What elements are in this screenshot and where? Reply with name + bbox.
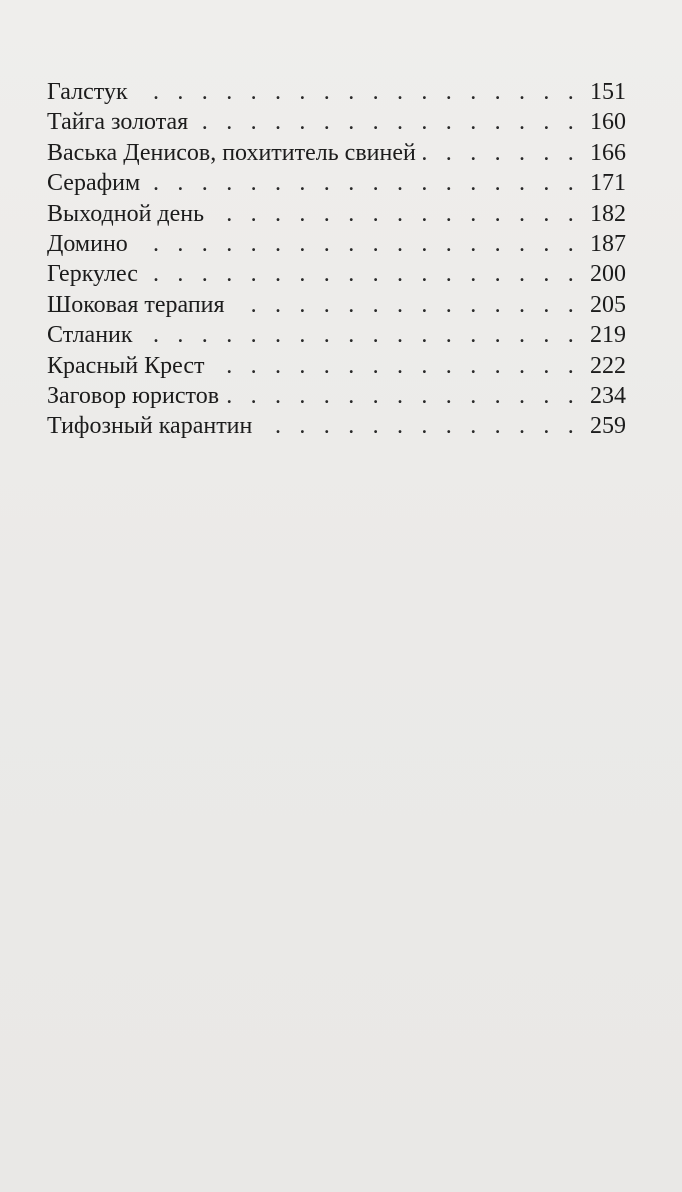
toc-entry xyxy=(47,353,626,383)
toc-entry-page: 187 xyxy=(590,230,626,257)
toc-entry-page: 151 xyxy=(590,79,626,105)
toc-entry-title: Геркулес xyxy=(47,261,138,288)
toc-entry xyxy=(47,383,626,413)
toc-entry-title: Галстук xyxy=(47,79,128,105)
toc-entry-page: 234 xyxy=(590,382,626,409)
dot-leader xyxy=(210,201,580,228)
toc-entry-page: 222 xyxy=(590,352,626,379)
toc-entry-title: Выходной день xyxy=(47,200,205,227)
toc-entry-title: Заговор юристов xyxy=(47,382,220,409)
toc-entry-title: Тифозный карантин xyxy=(47,413,253,440)
toc-entry-page: 200 xyxy=(590,261,626,288)
toc-entry xyxy=(47,201,626,231)
dot-leader xyxy=(144,261,580,288)
toc-entry xyxy=(47,140,626,170)
dot-leader xyxy=(134,79,580,106)
dot-leader xyxy=(139,322,580,349)
toc-entry-title: Васька Денисов, похититель свиней xyxy=(47,139,416,166)
dot-leader xyxy=(258,413,580,440)
toc-entry-title: Домино xyxy=(47,230,128,257)
toc-entry xyxy=(47,231,626,261)
toc-entry-title: Стланик xyxy=(47,322,133,349)
toc-entry xyxy=(47,292,626,322)
dot-leader xyxy=(211,353,580,380)
toc-entry-page: 171 xyxy=(590,170,626,197)
toc-entry-title: Серафим xyxy=(47,170,141,197)
toc-entry-title: Красный Крест xyxy=(47,352,205,379)
toc-entry-title: Тайга золотая xyxy=(47,109,189,136)
toc-entry xyxy=(47,170,626,200)
toc-entry-page: 182 xyxy=(590,200,626,227)
toc-entry-title: Шоковая терапия xyxy=(47,291,225,318)
toc-entry xyxy=(47,79,626,109)
toc-entry-page: 205 xyxy=(590,291,626,318)
dot-leader xyxy=(134,231,580,258)
toc-entry xyxy=(47,413,626,443)
toc-entry-page: 166 xyxy=(590,139,626,166)
table-of-contents xyxy=(47,79,626,444)
dot-leader xyxy=(194,109,580,136)
toc-entry xyxy=(47,322,626,352)
toc-entry-page: 259 xyxy=(590,413,626,440)
toc-entry xyxy=(47,261,626,291)
dot-leader xyxy=(422,140,580,167)
dot-leader xyxy=(225,383,580,410)
toc-entry-page: 160 xyxy=(590,109,626,136)
dot-leader xyxy=(146,170,580,197)
toc-entry xyxy=(47,109,626,139)
dot-leader xyxy=(231,292,580,319)
toc-entry-page: 219 xyxy=(590,322,626,349)
